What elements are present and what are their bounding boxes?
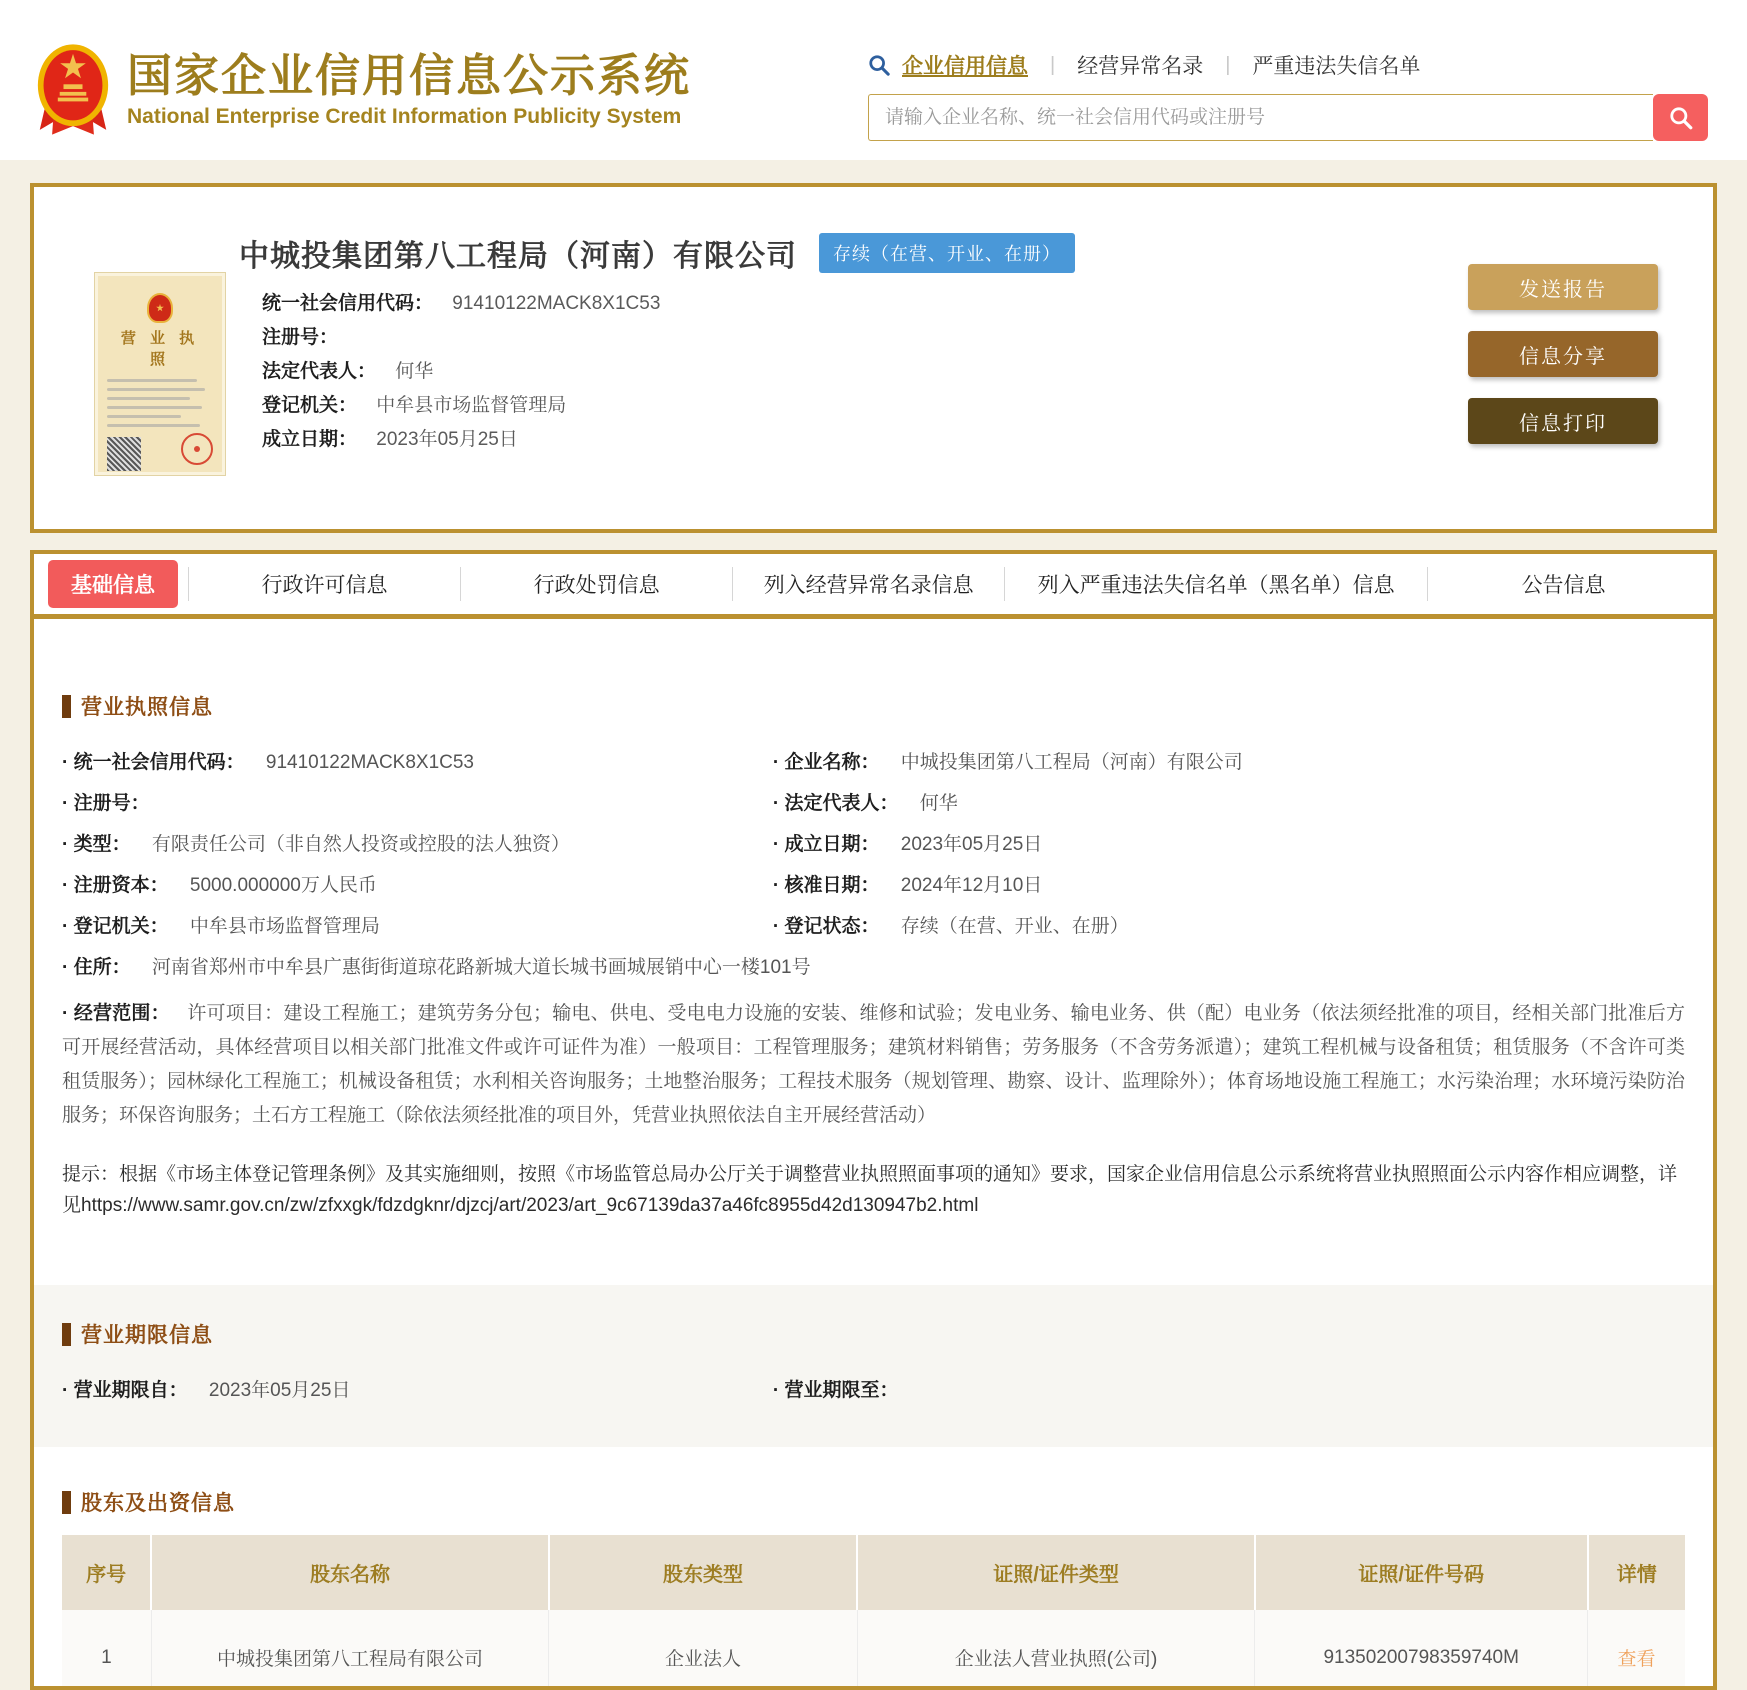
term-info-section <box>34 1285 1713 1447</box>
tab-bar <box>34 554 1713 614</box>
field-legal-rep: · 法定代表人： 何华 <box>773 792 1685 816</box>
nav-link-enterprise-credit[interactable]: 企业信用信息 <box>902 55 1028 78</box>
license-qr-code <box>107 437 141 471</box>
header-right <box>868 50 1713 141</box>
summary-field-registry: 登记机关： 中牟县市场监督管理局 <box>262 395 567 416</box>
brand <box>35 42 691 138</box>
brand-text <box>127 51 691 129</box>
col-header-detail: 详情 <box>1588 1535 1685 1610</box>
header-nav <box>868 50 1713 80</box>
section-marker-icon <box>62 695 71 718</box>
section-marker-icon <box>62 1323 71 1346</box>
print-info-button[interactable]: 信息打印 <box>1468 398 1658 444</box>
col-header-cert-type: 证照/证件类型 <box>857 1535 1255 1610</box>
license-info-grid <box>62 751 1685 1133</box>
license-text-line <box>107 406 202 409</box>
nav-link-blacklist[interactable]: 严重违法失信名单 <box>1252 55 1421 78</box>
field-term-to: · 营业期限至： <box>773 1379 1685 1403</box>
field-credit-code: · 统一社会信用代码： 91410122MACK8X1C53 <box>62 751 773 775</box>
action-buttons <box>1468 264 1658 465</box>
summary-field-credit-code: 统一社会信用代码： 91410122MACK8X1C53 <box>262 293 661 314</box>
tab-announcements[interactable]: 公告信息 <box>1427 567 1699 601</box>
status-badge: 存续（在营、开业、在册） <box>819 233 1075 273</box>
search-button-icon <box>1668 105 1694 131</box>
field-company-type: · 类型： 有限责任公司（非自然人投资或控股的法人独资） <box>62 833 773 857</box>
license-section-heading: 营业执照信息 <box>62 691 1685 721</box>
col-header-shareholder-name: 股东名称 <box>151 1535 549 1610</box>
business-license-image <box>94 272 226 476</box>
tab-divider-rule <box>34 614 1713 619</box>
field-reg-status: · 登记状态： 存续（在营、开业、在册） <box>773 915 1685 939</box>
license-red-seal <box>181 433 213 465</box>
field-reg-number: · 注册号： <box>62 792 773 816</box>
site-header <box>0 0 1747 160</box>
table-row <box>62 1610 1685 1690</box>
field-registered-capital: · 注册资本： 5000.000000万人民币 <box>62 874 773 898</box>
table-header-row <box>62 1535 1685 1610</box>
license-text-line <box>107 397 190 400</box>
field-term-from: · 营业期限自： 2023年05月25日 <box>62 1379 773 1403</box>
shareholder-section-heading: 股东及出资信息 <box>62 1487 1685 1517</box>
company-summary-fields <box>262 292 660 462</box>
site-subtitle: National Enterprise Credit Information Publicity System <box>127 104 682 128</box>
field-address: · 住所： 河南省郑州市中牟县广惠街街道琼花路新城大道长城书画城展销中心一楼101号 <box>62 956 1685 980</box>
term-info-grid <box>62 1379 1685 1403</box>
detail-card <box>30 550 1717 1690</box>
shareholder-section <box>34 1447 1713 1690</box>
summary-field-reg-number: 注册号： <box>262 327 339 348</box>
field-registry: · 登记机关： 中牟县市场监督管理局 <box>62 915 773 939</box>
nav-link-abnormal-list[interactable]: 经营异常名录 <box>1077 55 1204 78</box>
col-header-cert-no: 证照/证件号码 <box>1255 1535 1588 1610</box>
cell-no: 1 <box>62 1610 151 1690</box>
field-approval-date: · 核准日期： 2024年12月10日 <box>773 874 1685 898</box>
search-input[interactable] <box>868 94 1653 141</box>
field-company-name: · 企业名称： 中城投集团第八工程局（河南）有限公司 <box>773 751 1685 775</box>
license-text-line <box>107 415 181 418</box>
field-business-scope: · 经营范围： 许可项目：建设工程施工；建筑劳务分包；输电、供电、受电电力设施的安装、维修和试验；发电业务、输电业务、供（配）电业务（依法须经批准的项目，经相关部门批准后方可开展经营活动，具体经营项目以相关部门批准文件或许可证件为准）一般项目：工程管理服务；建筑材料销售；劳务服务（不含劳务派遣）；建筑工程机械与设备租赁；租赁服务（不含许可类租赁服务）；园林绿化工程施工；机械设备租赁；水利相关咨询服务；土地整治服务；工程技术服务（规划管理、勘察、设计、监理除外）；体育场地设施工程施工；水污染治理；水环境污染防治服务；环保咨询服务；土石方工程施工（除依法须经批准的项目外，凭营业执照依法自主开展经营活动） <box>62 997 1685 1133</box>
col-header-no: 序号 <box>62 1535 151 1610</box>
search-button[interactable] <box>1653 94 1708 141</box>
tab-admin-penalty[interactable]: 行政处罚信息 <box>460 567 732 601</box>
license-text-line <box>107 424 200 427</box>
nav-divider: | <box>1225 53 1231 76</box>
license-text-line <box>107 379 197 382</box>
field-founding-date: · 成立日期： 2023年05月25日 <box>773 833 1685 857</box>
term-section-heading: 营业期限信息 <box>62 1319 1685 1349</box>
company-name-text: 中城投集团第八工程局（河南）有限公司 <box>239 240 797 273</box>
view-detail-link[interactable]: 查看 <box>1617 1649 1656 1670</box>
license-title: 营 业 执 照 <box>120 330 200 368</box>
shareholder-table <box>62 1535 1685 1690</box>
tab-blacklist[interactable]: 列入严重违法失信名单（黑名单）信息 <box>1004 567 1427 601</box>
cell-cert-no: 91350200798359740M <box>1255 1610 1588 1690</box>
search-bar <box>868 94 1708 141</box>
tab-abnormal-list[interactable]: 列入经营异常名录信息 <box>732 567 1004 601</box>
license-text-line <box>107 388 205 391</box>
cell-detail <box>1588 1610 1685 1690</box>
site-title: 国家企业信用信息公示系统 <box>127 50 692 102</box>
cell-cert-type: 企业法人营业执照(公司) <box>857 1610 1255 1690</box>
share-info-button[interactable]: 信息分享 <box>1468 331 1658 377</box>
cell-shareholder-type: 企业法人 <box>549 1610 857 1690</box>
license-emblem-icon <box>147 293 173 323</box>
cell-shareholder-name: 中城投集团第八工程局有限公司 <box>151 1610 549 1690</box>
notice-text: 提示：根据《市场主体登记管理条例》及其实施细则，按照《市场监管总局办公厅关于调整营业执照照面事项的通知》要求，国家企业信用信息公示系统将营业执照照面公示内容作相应调整，详见https://www.samr.gov.cn/zw/zfxxgk/fdzdgknr/djzcj/art/2023/art_9c67139da37a46fc8955d42d130947b2.html <box>62 1164 1678 1216</box>
search-icon <box>868 54 890 76</box>
license-info-section <box>34 691 1713 1221</box>
company-summary-card <box>30 183 1717 533</box>
summary-field-founding-date: 成立日期： 2023年05月25日 <box>262 429 518 450</box>
tab-admin-license[interactable]: 行政许可信息 <box>188 567 460 601</box>
tab-basic-info[interactable]: 基础信息 <box>48 560 178 608</box>
send-report-button[interactable]: 发送报告 <box>1468 264 1658 310</box>
summary-field-legal-rep: 法定代表人： 何华 <box>262 361 434 382</box>
section-marker-icon <box>62 1491 71 1514</box>
col-header-shareholder-type: 股东类型 <box>549 1535 857 1610</box>
nav-divider: | <box>1050 53 1056 76</box>
company-name <box>239 231 1075 275</box>
national-emblem-logo <box>35 42 111 138</box>
